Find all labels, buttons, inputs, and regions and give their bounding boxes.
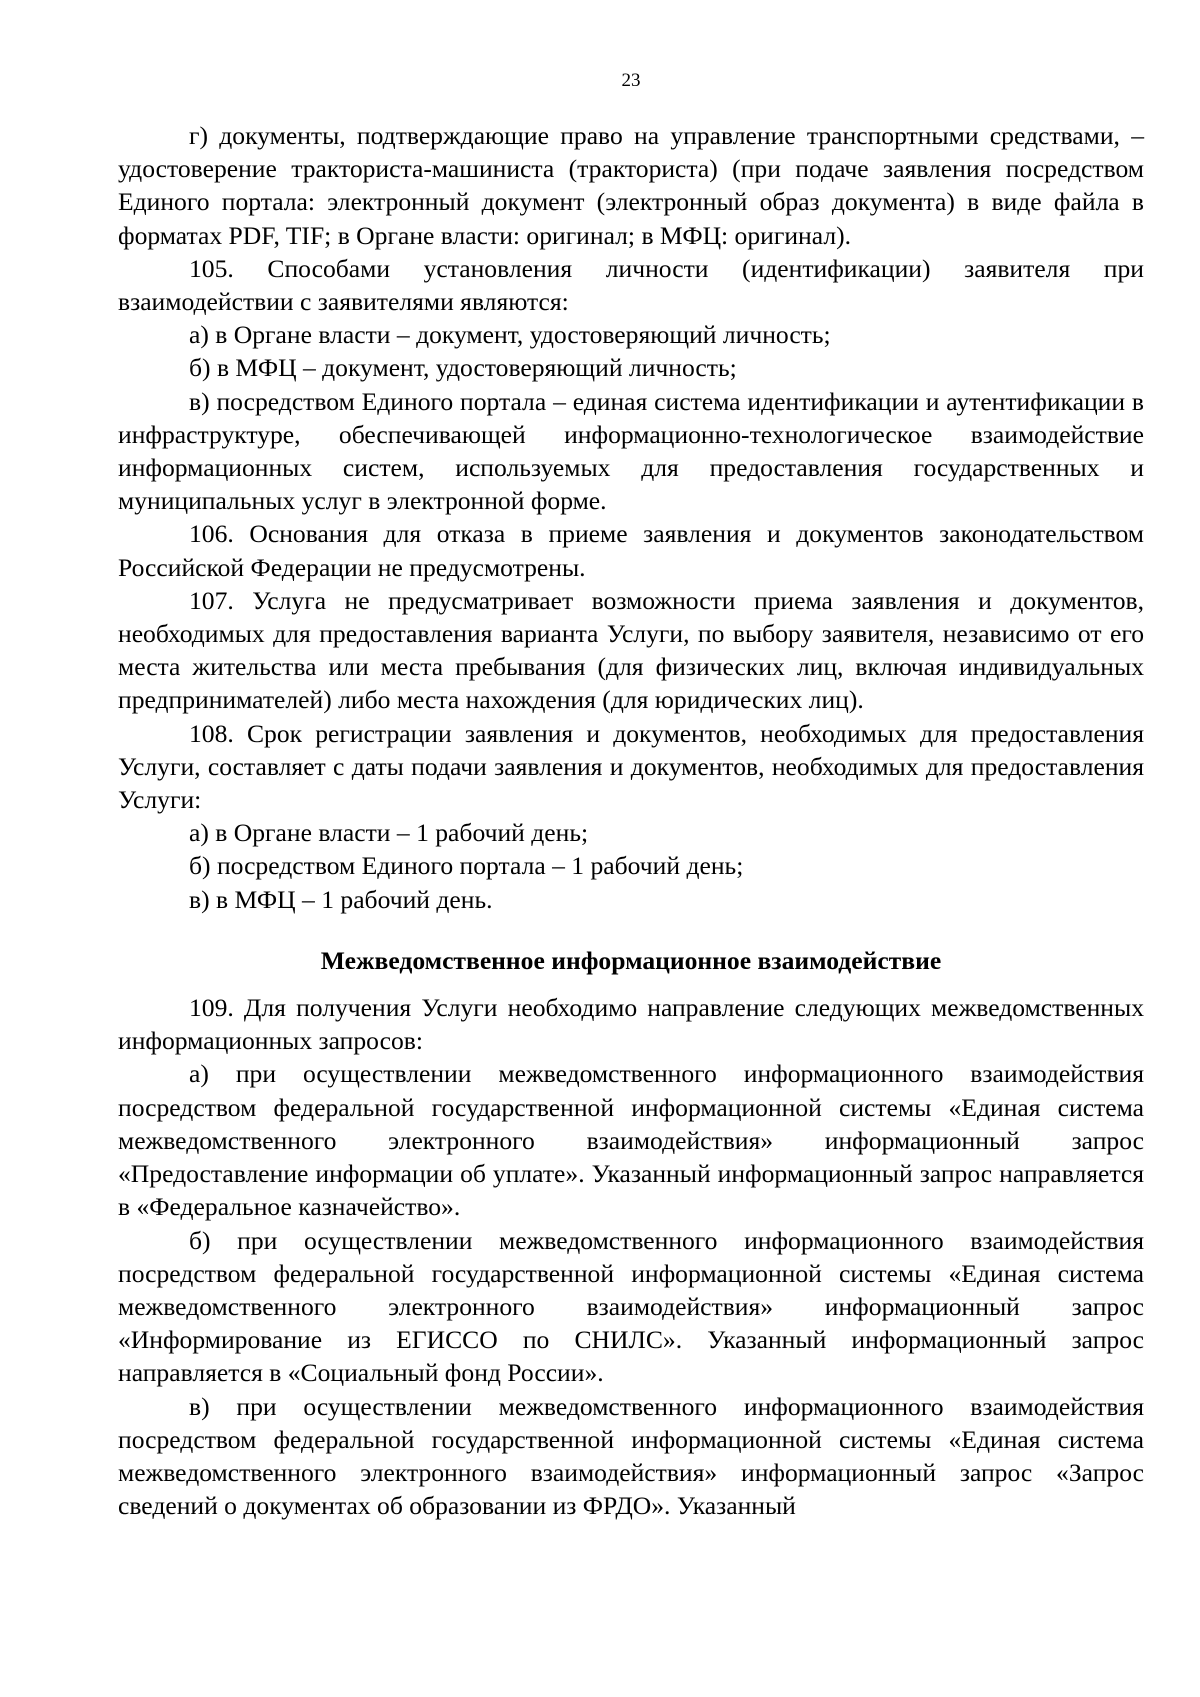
paragraph-driving-documents: г) документы, подтверждающие право на управление транспортными средствами, – удостоверение тракториста-машиниста (тракториста) (при подаче заявления посредством Единого портала: электронный документ (электронный образ документа) в виде файла в форматах PDF, TIF; в Органе власти: оригинал; в МФЦ: оригинал). xyxy=(118,121,1144,250)
paragraph-108-item-a: а) в Органе власти – 1 рабочий день; xyxy=(189,818,589,848)
paragraph-108-item-b: б) посредством Единого портала – 1 рабочий день; xyxy=(189,851,744,881)
paragraph-109-item-a: а) при осуществлении межведомственного информационного взаимодействия посредством федеральной государственной информационной системы «Единая система межведомственного электронного взаимодействия» информационный запрос «Предоставление информации об уплате». Указанный информационный запрос направляется в «Федеральное казначейство». xyxy=(118,1059,1144,1222)
paragraph-109-item-b: б) при осуществлении межведомственного информационного взаимодействия посредством федеральной государственной информационной системы «Единая система межведомственного электронного взаимодействия» информационный запрос «Информирование из ЕГИССО по СНИЛС». Указанный информационный запрос направляется в «Социальный фонд России». xyxy=(118,1225,1144,1388)
paragraph-109-item-c: в) при осуществлении межведомственного информационного взаимодействия посредством федеральной государственной информационной системы «Единая система межведомственного электронного взаимодействия» информационный запрос «Запрос сведений о документах об образовании из ФРДО». Указанный xyxy=(118,1391,1144,1521)
paragraph-109-requests: 109. Для получения Услуги необходимо направление следующих межведомственных информационных запросов: xyxy=(118,993,1144,1056)
paragraph-108-registration-term: 108. Срок регистрации заявления и документов, необходимых для предоставления Услуги, составляет с даты подачи заявления и документов, необходимых для предоставления Услуги: xyxy=(118,718,1144,815)
page-number: 23 xyxy=(621,70,641,91)
paragraph-105-item-a: а) в Органе власти – документ, удостоверяющий личность; xyxy=(189,320,831,350)
paragraph-105-identification-methods: 105. Способами установления личности (идентификации) заявителя при взаимодействии с заявителями являются: xyxy=(118,253,1144,317)
paragraph-105-item-c: в) посредством Единого портала – единая система идентификации и аутентификации в инфраструктуре, обеспечивающей информационно-технологическое взаимодействие информационных систем, используемых для предоставления государственных и муниципальных услуг в электронной форме. xyxy=(118,386,1144,516)
paragraph-105-item-b: б) в МФЦ – документ, удостоверяющий личность; xyxy=(189,353,737,383)
paragraph-106-refusal-grounds: 106. Основания для отказа в приеме заявления и документов законодательством Российской Федерации не предусмотрены. xyxy=(118,519,1144,582)
paragraph-108-item-c: в) в МФЦ – 1 рабочий день. xyxy=(189,884,493,914)
section-heading: Межведомственное информационное взаимодействие xyxy=(320,945,942,975)
paragraph-107-extraterritorial: 107. Услуга не предусматривает возможности приема заявления и документов, необходимых для предоставления варианта Услуги, по выбору заявителя, независимо от его места жительства или места пребывания (для физических лиц, включая индивидуальных предпринимателей) либо места нахождения (для юридических лиц). xyxy=(118,585,1144,715)
